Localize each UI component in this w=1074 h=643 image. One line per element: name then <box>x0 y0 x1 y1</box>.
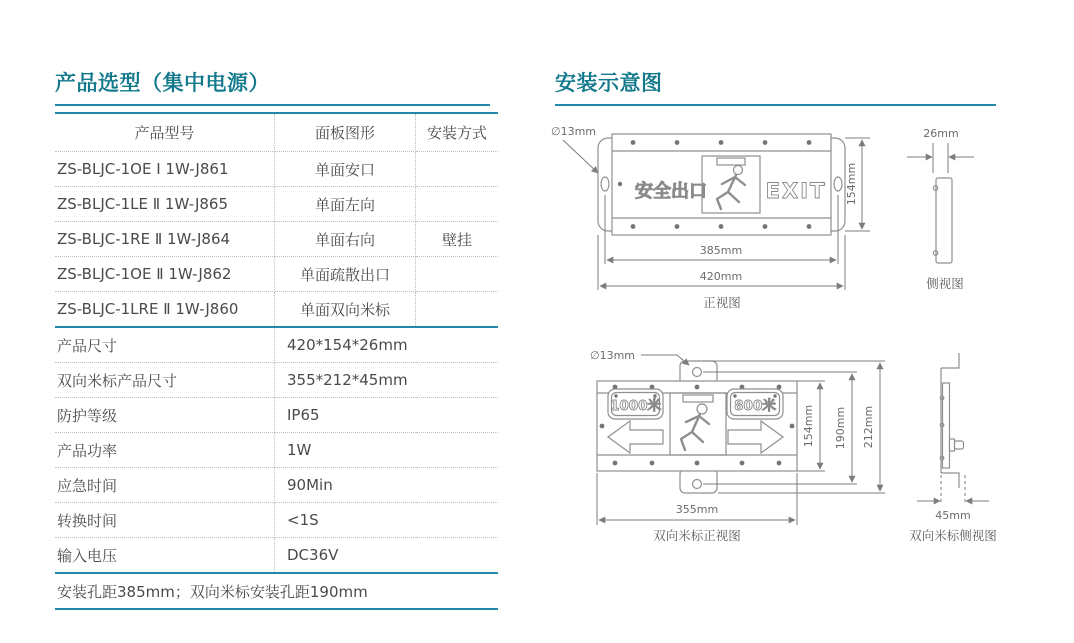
section-title-installation: 安装示意图 <box>555 71 663 95</box>
model-row <box>55 152 498 187</box>
sign-text-en: EXIT <box>765 179 827 203</box>
model-cell: ZS-BLJC-1OE Ⅰ 1W-J861 <box>55 152 275 187</box>
panel-cell: 单面右向 <box>275 222 416 257</box>
mount-hole-note: 安装孔距385mm；双向米标安装孔距190mm <box>57 582 368 601</box>
front-view-caption: 正视图 <box>703 295 741 310</box>
panel-cell: 单面左向 <box>275 187 416 222</box>
dim-hole-span-190: 190mm <box>834 406 847 450</box>
hole-diameter-label: ∅13mm <box>590 349 636 362</box>
cable-gland <box>955 441 964 449</box>
sign-text-cn: 安全出口 <box>635 181 707 202</box>
dim-height-212: 212mm <box>862 405 875 449</box>
dim-panel-height-154: 154mm <box>802 404 815 448</box>
product-spec-table <box>55 112 498 610</box>
model-row <box>55 257 498 292</box>
panel-cell: 单面疏散出口 <box>275 257 416 292</box>
model-cell: ZS-BLJC-1OE Ⅱ 1W-J862 <box>55 257 275 292</box>
model-row <box>55 292 498 328</box>
product-selection-section <box>55 70 490 610</box>
spec-row <box>55 327 498 363</box>
meter-front-view-caption: 双向米标正视图 <box>653 528 741 543</box>
model-cell: ZS-BLJC-1LRE Ⅱ 1W-J860 <box>55 292 275 328</box>
meter-display-right <box>727 389 783 419</box>
exit-sign-front-view <box>598 134 845 235</box>
section-title-rule <box>555 104 996 106</box>
hole-diameter-label: ∅13mm <box>551 125 597 138</box>
cable-gland <box>950 439 955 451</box>
spec-label: 应急时间 <box>55 468 275 503</box>
meter-side-view-caption: 双向米标侧视图 <box>909 528 997 543</box>
meter-sign-side-view <box>909 353 997 543</box>
spec-value: 420*154*26mm <box>275 327 499 363</box>
mount-cell <box>416 152 499 187</box>
bottom-mount-tab <box>680 469 717 493</box>
section-title-rule <box>55 104 490 106</box>
spec-label: 输入电压 <box>55 538 275 574</box>
meter-display-left <box>608 389 663 419</box>
spec-value: 355*212*45mm <box>275 363 499 398</box>
dim-depth-26: 26mm <box>923 127 959 140</box>
mount-cell <box>416 257 499 292</box>
spec-label: 产品功率 <box>55 433 275 468</box>
model-cell: ZS-BLJC-1LE Ⅱ 1W-J865 <box>55 187 275 222</box>
meter-sign-front-view <box>597 361 797 493</box>
model-row <box>55 222 498 257</box>
header-mount-method: 安装方式 <box>416 113 499 152</box>
spec-value: DC36V <box>275 538 499 574</box>
dim-width-355: 355mm <box>675 503 719 516</box>
dim-hole-span-385: 385mm <box>699 244 743 257</box>
spec-value: IP65 <box>275 398 499 433</box>
spec-value: <1S <box>275 503 499 538</box>
mount-cell <box>416 292 499 328</box>
dim-width-420: 420mm <box>699 270 743 283</box>
spec-row <box>55 503 498 538</box>
spec-value: 90Min <box>275 468 499 503</box>
spec-row <box>55 363 498 398</box>
spec-label: 转换时间 <box>55 503 275 538</box>
meter-text-1000: 1000米 <box>609 398 662 414</box>
panel-cell: 单面安口 <box>275 152 416 187</box>
spec-label: 双向米标产品尺寸 <box>55 363 275 398</box>
model-cell: ZS-BLJC-1RE Ⅱ 1W-J864 <box>55 222 275 257</box>
panel-cell: 单面双向米标 <box>275 292 416 328</box>
spec-row <box>55 538 498 574</box>
section-title-product-selection: 产品选型（集中电源） <box>55 71 270 95</box>
mount-cell <box>416 187 499 222</box>
model-row <box>55 187 498 222</box>
installation-diagram <box>545 113 1074 643</box>
side-view-caption: 侧视图 <box>926 276 964 291</box>
header-model: 产品型号 <box>55 113 275 152</box>
header-panel-graphic: 面板图形 <box>275 113 416 152</box>
mount-method-cell: 壁挂 <box>416 222 499 257</box>
table-header-row <box>55 113 498 152</box>
spec-row <box>55 433 498 468</box>
meter-text-800: 800米 <box>734 398 776 414</box>
spec-label: 产品尺寸 <box>55 327 275 363</box>
table-footer-row <box>55 573 498 609</box>
dim-depth-45: 45mm <box>935 509 971 522</box>
spec-label: 防护等级 <box>55 398 275 433</box>
dim-height-154: 154mm <box>845 162 858 206</box>
spec-value: 1W <box>275 433 499 468</box>
spec-row <box>55 398 498 433</box>
spec-row <box>55 468 498 503</box>
installation-section <box>555 70 996 106</box>
exit-sign-side-view <box>907 127 974 291</box>
